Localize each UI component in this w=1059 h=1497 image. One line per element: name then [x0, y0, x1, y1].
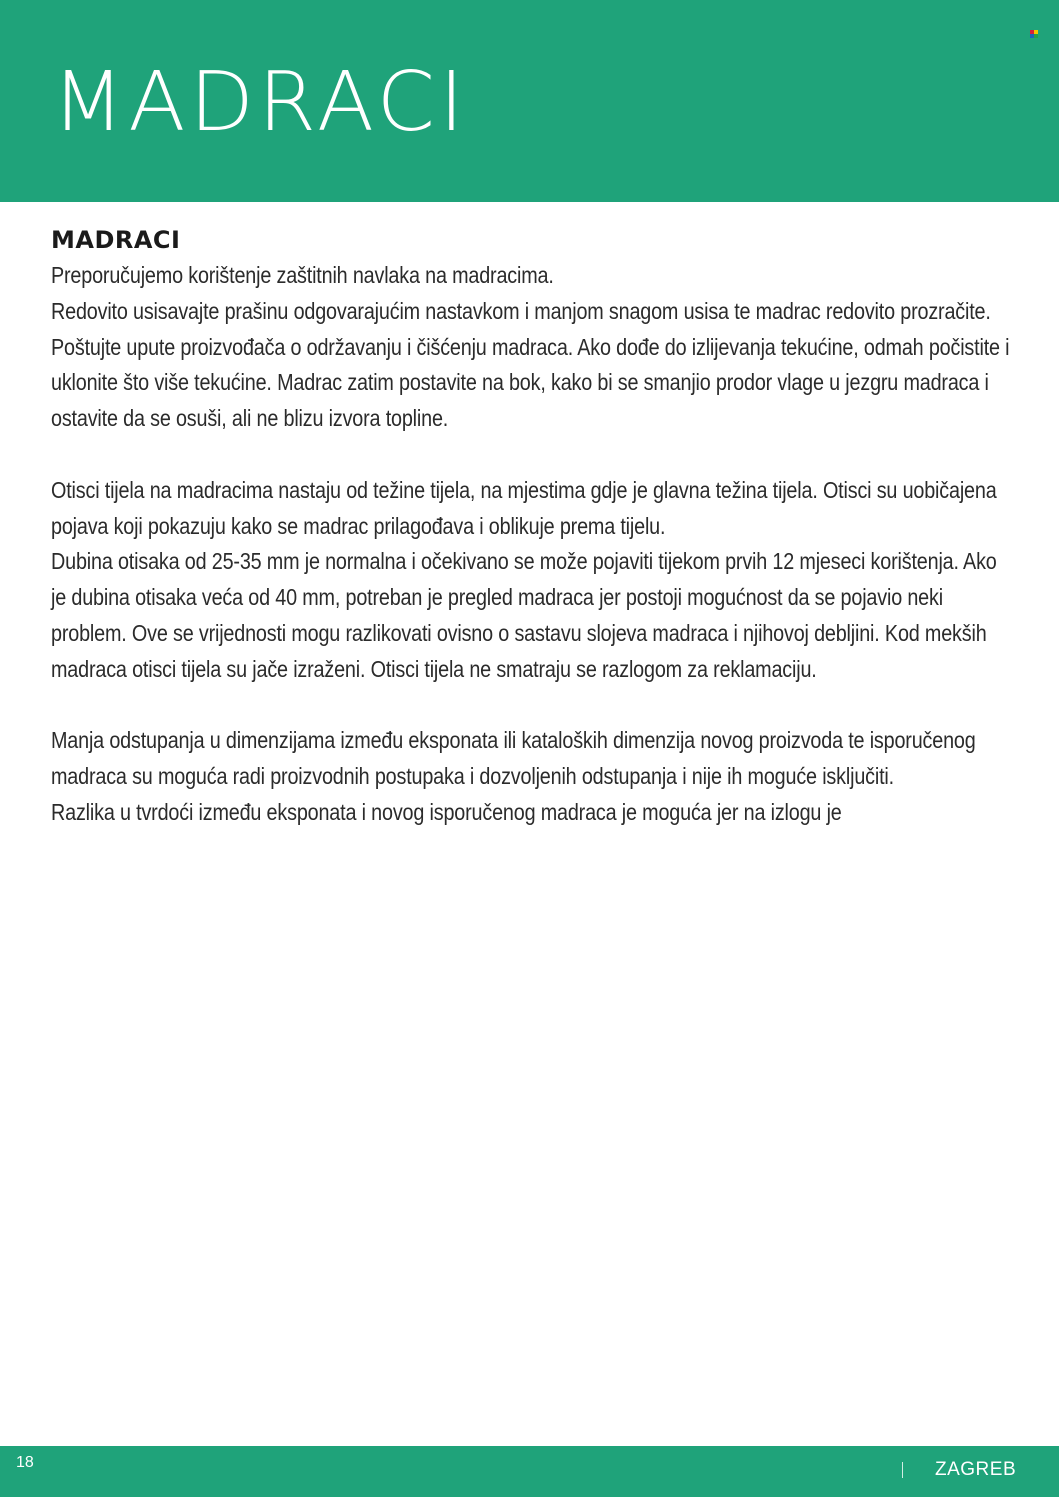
paragraph-body-imprints: Otisci tijela na madracima nastaju od težine tijela, na mjestima gdje je glavna težina tijela. Otisci su uobičajena pojava koji pokazuju kako se madrac prilagođava i oblikuje prema tijelu. [51, 476, 997, 539]
page-number: 18 [16, 1454, 34, 1471]
main-content [51, 224, 1011, 831]
section-heading: MADRACI [51, 226, 181, 254]
paragraph-cleaning: Redovito usisavajte prašinu odgovarajućim nastavkom i manjom snagom usisa te madrac redovito prozračite. Poštujte upute proizvođača o održavanju i čišćenju madraca. Ako dođe do izlijevanja tekućine, odmah počistite i uklonite što više tekućine. Madrac zatim postavite na bok, kako bi se smanjio prodor vlage u jezgru madraca i ostavite da se osuši, ali ne blizu izvora topline. [51, 297, 1010, 432]
header-band [0, 0, 1059, 202]
footer-separator [902, 1462, 903, 1478]
footer-band [0, 1446, 1059, 1497]
paragraph-firmness: Razlika u tvrdoći između eksponata i novog isporučenog madraca je moguća jer na izlogu je [51, 798, 842, 825]
footer-city: ZAGREB [935, 1459, 1017, 1480]
print-color-marks [1030, 30, 1038, 38]
page-title: MADRACI [52, 55, 468, 150]
paragraph-intro: Preporučujemo korištenje zaštitnih navlaka na madracima. [51, 262, 554, 288]
paragraph-imprint-depth: Dubina otisaka od 25-35 mm je normalna i očekivano se može pojaviti tijekom prvih 12 mjeseci korištenja. Ako je dubina otisaka veća od 40 mm, potreban je pregled madraca jer postoji mogućnost da se pojavio neki problem. Ove se vrijednosti mogu razlikovati ovisno o sastavu slojeva madraca i njihovoj debljini. Kod mekših madraca otisci tijela su jače izraženi. Otisci tijela ne smatraju se razlogom za reklamaciju. [51, 548, 997, 682]
paragraph-dimensions: Manja odstupanja u dimenzijama između eksponata ili kataloških dimenzija novog proizvoda te isporučenog madraca su moguća radi proizvodnih postupaka i dozvoljenih odstupanja i nije ih moguće isključiti. [51, 727, 976, 790]
color-mark-green [1034, 34, 1038, 38]
